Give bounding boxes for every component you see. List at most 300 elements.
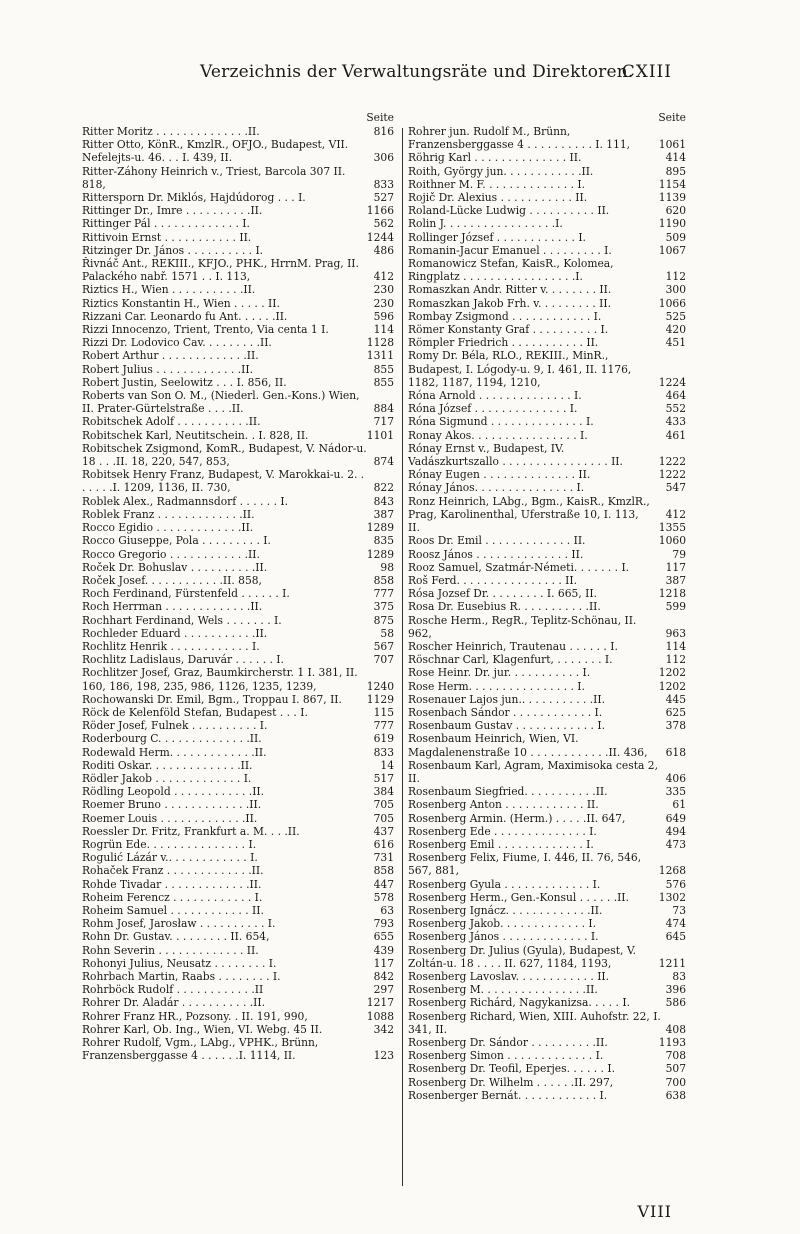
entry-text: Röck de Kelenföld Stefan, Budapest . . . I. (82, 705, 308, 719)
entry-page-ref: 874 (373, 455, 394, 469)
index-entry (408, 310, 686, 323)
entry-page-ref: 79 (672, 547, 686, 561)
entry-text: Roithner M. F. . . . . . . . . . . . . . I. (408, 177, 586, 191)
entry-page-ref: 387 (373, 507, 394, 521)
entry-text: Rohde Tivadar . . . . . . . . . . . . .II. (82, 877, 262, 891)
index-entry (82, 495, 394, 508)
index-entry (408, 574, 686, 587)
index-entry (408, 798, 686, 811)
entry-page-ref: 777 (373, 719, 394, 733)
entry-page-ref: 464 (665, 389, 686, 403)
entry-list-left (82, 125, 394, 1062)
entry-page-ref: 527 (373, 191, 394, 205)
index-entry (82, 283, 394, 296)
entry-text: Roemer Bruno . . . . . . . . . . . . .II. (82, 798, 262, 812)
entry-page-ref: 1190 (658, 217, 686, 231)
entry-text: Rosenberg Simon . . . . . . . . . . . . . I. (408, 1049, 604, 1063)
entry-page-ref: 875 (373, 613, 394, 627)
index-entry (408, 614, 686, 640)
entry-text: Roš Ferd. . . . . . . . . . . . . . . . II. (408, 573, 578, 587)
entry-text: Ritter Otto, KönR., KmzlR., OFJO., Budapest, VII. Nefelejts-u. 46. . . I. 439, II. (82, 138, 349, 165)
entry-page-ref: 486 (373, 243, 394, 257)
page-title: Verzeichnis der Verwaltungsräte und Direktoren. (200, 62, 634, 82)
index-entry (408, 429, 686, 442)
entry-page-ref: 1222 (658, 455, 686, 469)
entry-text: Rohm Josef, Jarosław . . . . . . . . . . I. (82, 917, 276, 931)
entry-text: Rosenbach Sándor . . . . . . . . . . . . I. (408, 705, 603, 719)
entry-page-ref: 461 (665, 428, 686, 442)
entry-page-ref: 473 (665, 837, 686, 851)
entry-text: Rochhart Ferdinand, Wels . . . . . . . I. (82, 613, 282, 627)
entry-page-ref: 14 (380, 758, 394, 772)
index-entry (82, 429, 394, 442)
entry-page-ref: 645 (665, 930, 686, 944)
entry-text: Robitschek Karl, Neutitschein. . I. 828, II. (82, 428, 309, 442)
entry-page-ref: 396 (665, 983, 686, 997)
entry-page-ref: 451 (665, 336, 686, 350)
entry-page-ref: 507 (665, 1062, 686, 1076)
entry-page-ref: 567 (373, 639, 394, 653)
entry-page-ref: 705 (373, 798, 394, 812)
entry-page-ref: 408 (665, 1022, 686, 1036)
index-entry (82, 904, 394, 917)
index-entry (82, 600, 394, 613)
entry-text: Rosenberg Herm., Gen.-Konsul . . . . . .II. (408, 890, 629, 904)
entry-page-ref: 114 (373, 323, 394, 337)
index-entry (82, 548, 394, 561)
entry-text: Rohrbach Martin, Raabs . . . . . . . . I. (82, 970, 281, 983)
index-entry (82, 521, 394, 534)
entry-text: Rojič Dr. Alexius . . . . . . . . . . . II. (408, 191, 588, 205)
entry-text: Roberts van Son O. M., (Niederl. Gen.-Kons.) Wien, II. Prater-Gürtelstraße . . . .II. (82, 389, 360, 416)
index-entry (82, 798, 394, 811)
index-entry (82, 772, 394, 785)
entry-text: Ronz Heinrich, LAbg., Bgm., KaisR., KmzlR., Prag, Karolinenthal, Uferstraße 10, I. 113, (408, 494, 650, 521)
entry-text: Rochlitz Ladislaus, Daruvár . . . . . . I. (82, 653, 284, 667)
index-entry (82, 706, 394, 719)
entry-text: Rosenberg Ignácz. . . . . . . . . . . . .II. (408, 903, 603, 917)
entry-page-ref: 843 (373, 494, 394, 508)
entry-page-ref: 599 (665, 600, 686, 614)
entry-page-ref: 1289 (366, 521, 394, 535)
entry-page-ref: 562 (373, 217, 394, 231)
entry-text: Romaszkan Jakob Frh. v. . . . . . . . . II. (408, 296, 611, 310)
index-entry (408, 904, 686, 917)
entry-text: Ritter-Záhony Heinrich v., Triest, Barcola 307 II. 818, (82, 164, 346, 191)
entry-text: Roosz János . . . . . . . . . . . . . . II. (408, 547, 584, 561)
entry-page-ref: 1154 (658, 177, 686, 191)
index-entry (408, 125, 686, 151)
entry-page-ref: 655 (373, 930, 394, 944)
entry-text: Rizzi Innocenzo, Trient, Trento, Via centa 1 I. (82, 323, 329, 337)
entry-page-ref: 833 (373, 745, 394, 759)
entry-page-ref: 895 (665, 164, 686, 178)
entry-text: Roblek Alex., Radmannsdorf . . . . . . I. (82, 494, 289, 508)
entry-text: Roemer Louis . . . . . . . . . . . . .II. (82, 811, 258, 825)
index-entry (82, 917, 394, 930)
entry-text: Rocco Egidio . . . . . . . . . . . . .II. (82, 521, 254, 535)
index-entry (408, 191, 686, 204)
index-entry (408, 1010, 686, 1036)
entry-page-ref: 73 (672, 903, 686, 917)
entry-text: Rose Heinr. Dr. jur. . . . . . . . . . . I. (408, 666, 591, 680)
index-entry (408, 587, 686, 600)
entry-text: Rohn Severin . . . . . . . . . . . . . II. (82, 943, 259, 957)
entry-page-ref: 509 (665, 230, 686, 244)
entry-page-ref: 1060 (658, 534, 686, 548)
entry-text: Rosenberg János . . . . . . . . . . . . . I. (408, 930, 599, 944)
page-header (0, 62, 800, 88)
entry-page-ref: 1129 (366, 692, 394, 706)
entry-text: Rollinger József . . . . . . . . . . . . I. (408, 230, 586, 244)
entry-text: Rohonyi Julius, Neusatz . . . . . . . . I. (82, 956, 277, 970)
index-entry (408, 561, 686, 574)
entry-text: Rónay Eugen . . . . . . . . . . . . . . II. (408, 468, 591, 482)
page-number: CXIII (621, 62, 672, 82)
entry-page-ref: 230 (373, 283, 394, 297)
index-entry (82, 812, 394, 825)
index-entry (408, 389, 686, 402)
entry-page-ref: 1128 (366, 336, 394, 350)
entry-page-ref: 112 (665, 270, 686, 284)
index-entry (82, 878, 394, 891)
index-entry (82, 468, 394, 494)
entry-text: Rochowanski Dr. Emil, Bgm., Troppau I. 867, II. (82, 692, 342, 706)
index-entry (408, 640, 686, 653)
index-entry (82, 1010, 394, 1023)
index-column-left (82, 110, 394, 1062)
index-entry (82, 217, 394, 230)
entry-text: Robert Julius . . . . . . . . . . . . .II. (82, 362, 253, 376)
entry-page-ref: 117 (373, 956, 394, 970)
entry-page-ref: 375 (373, 600, 394, 614)
entry-text: Riztics Konstantin H., Wien . . . . . II. (82, 296, 280, 310)
entry-page-ref: 1222 (658, 468, 686, 482)
entry-page-ref: 858 (373, 573, 394, 587)
entry-text: Roček Dr. Bohuslav . . . . . . . . . .II. (82, 560, 268, 574)
entry-page-ref: 123 (373, 1049, 394, 1063)
index-entry (82, 627, 394, 640)
index-entry (82, 666, 394, 692)
entry-text: Rochlitz Henrik . . . . . . . . . . . . I. (82, 639, 260, 653)
entry-page-ref: 1139 (658, 191, 686, 205)
entry-page-ref: 1101 (366, 428, 394, 442)
entry-page-ref: 384 (373, 785, 394, 799)
entry-page-ref: 700 (665, 1075, 686, 1089)
entry-text: Rosenberg Dr. Teofil, Eperjes. . . . . . I. (408, 1062, 615, 1076)
entry-page-ref: 619 (373, 732, 394, 746)
index-entry (82, 534, 394, 547)
index-entry (82, 838, 394, 851)
index-entry (82, 891, 394, 904)
entry-text: Robitschek Adolf . . . . . . . . . . .II. (82, 415, 261, 429)
entry-page-ref: 596 (373, 309, 394, 323)
index-entry (408, 548, 686, 561)
entry-page-ref: 705 (373, 811, 394, 825)
entry-text: Rosenberg Gyula . . . . . . . . . . . . . I. (408, 877, 601, 891)
index-entry (82, 944, 394, 957)
index-entry (82, 640, 394, 653)
entry-text: Rosenberg Dr. Julius (Gyula), Budapest, V. Zoltán-u. 18 . . . . II. 627, 1184, 1193, (408, 943, 637, 970)
entry-page-ref: 414 (665, 151, 686, 165)
index-entry (408, 812, 686, 825)
index-entry (408, 481, 686, 494)
entry-text: Romaszkan Andr. Ritter v. . . . . . . . II. (408, 283, 612, 297)
entry-text: Röder Josef, Fulnek . . . . . . . . . . I. (82, 719, 268, 733)
entry-page-ref: 1166 (366, 204, 394, 218)
index-entry (408, 165, 686, 178)
entry-text: Robitschek Zsigmond, KomR., Budapest, V. Nádor-u. 18 . . .II. 18, 220, 547, 853, (82, 441, 367, 469)
entry-page-ref: 1240 (366, 679, 394, 693)
entry-page-ref: 1244 (366, 230, 394, 244)
entry-text: Rosa Dr. Eusebius R. . . . . . . . . . .II. (408, 600, 601, 614)
index-entry (408, 442, 686, 468)
index-entry (408, 1089, 686, 1102)
seite-label: Seite (658, 111, 686, 124)
entry-text: Ritter Moritz . . . . . . . . . . . . . .II. (82, 125, 260, 138)
index-entry (82, 310, 394, 323)
entry-text: Rohrer jun. Rudolf M., Brünn, Franzensberggasse 4 . . . . . . . . . . I. 111, (408, 125, 631, 152)
entry-text: Rosenberg M. . . . . . . . . . . . . . . .II. (408, 983, 598, 997)
entry-text: Roch Ferdinand, Fürstenfeld . . . . . . I. (82, 587, 290, 601)
entry-page-ref: 474 (665, 917, 686, 931)
index-entry (408, 680, 686, 693)
entry-text: Rosenberg Richárd, Nagykanizsa. . . . . I. (408, 996, 630, 1010)
entry-text: Rogulić Lázár v.. . . . . . . . . . . . I. (82, 851, 258, 865)
entry-page-ref: 1202 (658, 679, 686, 693)
entry-text: Rooz Samuel, Szatmár-Németi. . . . . . . I. (408, 560, 630, 574)
index-entry (408, 257, 686, 283)
entry-text: Roderbourg C. . . . . . . . . . . . . .II. (82, 732, 262, 746)
index-entry (82, 349, 394, 362)
index-entry (82, 165, 394, 191)
entry-list-right (408, 125, 686, 1102)
entry-page-ref: 1268 (658, 864, 686, 878)
index-entry (408, 323, 686, 336)
entry-text: Romanin-Jacur Emanuel . . . . . . . . . I. (408, 243, 612, 257)
entry-text: Rocco Giuseppe, Pola . . . . . . . . . I. (82, 534, 271, 548)
index-entry (408, 283, 686, 296)
entry-page-ref: 1224 (658, 375, 686, 389)
index-entry (408, 1062, 686, 1075)
entry-text: Ritzinger Dr. János . . . . . . . . . . I. (82, 243, 264, 257)
entry-text: Ronay Akos. . . . . . . . . . . . . . . . I. (408, 428, 588, 442)
entry-text: Rose Herm. . . . . . . . . . . . . . . . I. (408, 679, 585, 693)
entry-page-ref: 58 (380, 626, 394, 640)
entry-text: Rosche Herm., RegR., Teplitz-Schönau, II. 962, (408, 613, 640, 640)
entry-page-ref: 855 (373, 375, 394, 389)
entry-text: Riztics H., Wien . . . . . . . . . . .II. (82, 283, 256, 297)
seite-label: Seite (366, 111, 394, 124)
index-entry (82, 851, 394, 864)
index-entry (408, 878, 686, 891)
signature-mark: VIII (637, 1202, 672, 1221)
index-entry (408, 204, 686, 217)
entry-text: Róna Arnold . . . . . . . . . . . . . . I. (408, 389, 582, 403)
entry-text: Rónay János. . . . . . . . . . . . . . . I. (408, 481, 585, 495)
index-entry (82, 957, 394, 970)
entry-text: Robitsek Henry Franz, Budapest, V. Marokkai-u. 2. . . . . . .I. 1209, 1136, II. 730, (82, 468, 365, 495)
index-entry (408, 231, 686, 244)
index-entry (82, 614, 394, 627)
entry-page-ref: 98 (380, 560, 394, 574)
entry-page-ref: 578 (373, 890, 394, 904)
entry-page-ref: 378 (665, 719, 686, 733)
entry-text: Roith, György jun. . . . . . . . . . . .II. (408, 164, 594, 178)
entry-text: Roblek Franz . . . . . . . . . . . . .II. (82, 507, 255, 521)
entry-page-ref: 1061 (658, 138, 686, 152)
entry-page-ref: 1067 (658, 243, 686, 257)
entry-page-ref: 793 (373, 917, 394, 931)
index-entry (408, 151, 686, 164)
entry-text: Řivnáč Ant., REKIII., KFJO., PHK., HrrnM. Prag, II. Palackého nabř. 1571 . . I. 113, (82, 257, 359, 284)
index-entry (408, 706, 686, 719)
entry-text: Rödling Leopold . . . . . . . . . . . .II. (82, 785, 265, 799)
index-entry (82, 125, 394, 138)
index-entry (408, 917, 686, 930)
entry-page-ref: 387 (665, 573, 686, 587)
index-entry (82, 138, 394, 164)
entry-page-ref: 63 (380, 903, 394, 917)
entry-text: Rodewald Herm. . . . . . . . . . . . .II. (82, 745, 267, 759)
entry-text: Römer Konstanty Graf . . . . . . . . . . I. (408, 323, 609, 337)
entry-text: Rohn Dr. Gustav. . . . . . . . . II. 654, (82, 930, 270, 944)
entry-page-ref: 306 (373, 151, 394, 165)
index-entry (82, 561, 394, 574)
entry-page-ref: 230 (373, 296, 394, 310)
entry-page-ref: 552 (665, 402, 686, 416)
entry-page-ref: 707 (373, 653, 394, 667)
index-entry (82, 415, 394, 428)
index-entry (82, 257, 394, 283)
index-entry (408, 732, 686, 758)
entry-page-ref: 297 (373, 983, 394, 997)
index-entry (82, 442, 394, 468)
entry-text: Róna Sigmund . . . . . . . . . . . . . . I. (408, 415, 594, 429)
entry-page-ref: 437 (373, 824, 394, 838)
index-entry (82, 508, 394, 521)
entry-text: Rosenbaum Gustav . . . . . . . . . . . . I. (408, 719, 605, 733)
entry-page-ref: 618 (665, 745, 686, 759)
index-entry (82, 996, 394, 1009)
index-entry (408, 402, 686, 415)
entry-text: Rizzi Dr. Lodovico Cav. . . . . . . . .II. (82, 336, 272, 350)
entry-page-ref: 777 (373, 587, 394, 601)
entry-page-ref: 433 (665, 415, 686, 429)
entry-page-ref: 731 (373, 851, 394, 865)
index-entry (408, 297, 686, 310)
entry-page-ref: 420 (665, 323, 686, 337)
index-entry (408, 719, 686, 732)
entry-text: Rónay Ernst v., Budapest, IV. Vadászkurtszallo . . . . . . . . . . . . . . . . II. (408, 441, 623, 469)
index-entry (82, 323, 394, 336)
index-entry (408, 785, 686, 798)
entry-page-ref: 115 (373, 705, 394, 719)
entry-page-ref: 625 (665, 705, 686, 719)
entry-text: Rittinger Dr., Imre . . . . . . . . . .II. (82, 204, 263, 218)
entry-text: Römpler Friedrich . . . . . . . . . . . II. (408, 336, 599, 350)
entry-text: Rosenberg Anton . . . . . . . . . . . . II. (408, 798, 599, 812)
entry-page-ref: 576 (665, 877, 686, 891)
entry-text: Róna József . . . . . . . . . . . . . . I. (408, 402, 578, 416)
entry-page-ref: 1066 (658, 296, 686, 310)
index-entry (82, 759, 394, 772)
index-entry (408, 891, 686, 904)
entry-page-ref: 1211 (658, 956, 686, 970)
entry-page-ref: 412 (373, 270, 394, 284)
entry-text: Rochlitzer Josef, Graz, Baumkircherstr. 1 I. 381, II. 160, 186, 198, 235, 986, 1126, 1235, 1239, (82, 666, 358, 693)
entry-page-ref: 525 (665, 309, 686, 323)
index-entry (82, 1023, 394, 1036)
entry-page-ref: 1302 (658, 890, 686, 904)
index-entry (82, 653, 394, 666)
entry-text: Rochleder Eduard . . . . . . . . . . .II. (82, 626, 268, 640)
entry-text: Rohrer Franz HR., Pozsony. . II. 191, 990, (82, 1009, 308, 1023)
index-entry (82, 363, 394, 376)
entry-text: Rosenberger Bernát. . . . . . . . . . . . I. (408, 1088, 608, 1102)
index-entry (82, 587, 394, 600)
entry-page-ref: 494 (665, 824, 686, 838)
index-entry (82, 732, 394, 745)
index-entry (82, 191, 394, 204)
entry-page-ref: 1202 (658, 666, 686, 680)
index-entry (82, 297, 394, 310)
index-entry (408, 415, 686, 428)
entry-page-ref: 822 (373, 481, 394, 495)
index-column-right (408, 110, 686, 1102)
entry-page-ref: 1355 (658, 521, 686, 535)
entry-text: Roditi Oskar. . . . . . . . . . . . . .II. (82, 758, 253, 772)
index-entry (408, 534, 686, 547)
index-entry (408, 996, 686, 1009)
index-entry (82, 376, 394, 389)
entry-page-ref: 445 (665, 692, 686, 706)
entry-text: Rosenbaum Karl, Agram, Maximisoka cesta 2, II. (408, 758, 662, 785)
entry-page-ref: 1311 (366, 349, 394, 363)
entry-text: Rittinger Pál . . . . . . . . . . . . . I. (82, 217, 250, 231)
entry-text: Rittivoin Ernst . . . . . . . . . . . II. (82, 230, 252, 244)
index-entry (408, 851, 686, 877)
entry-text: Rohaček Franz . . . . . . . . . . . . .II. (82, 864, 264, 878)
index-entry (408, 838, 686, 851)
entry-page-ref: 649 (665, 811, 686, 825)
index-entry (82, 785, 394, 798)
entry-text: Rosenberg Emil . . . . . . . . . . . . . I. (408, 837, 594, 851)
entry-page-ref: 1289 (366, 547, 394, 561)
entry-page-ref: 517 (373, 771, 394, 785)
entry-page-ref: 1193 (658, 1036, 686, 1050)
entry-text: Rosenberg Dr. Sándor . . . . . . . . . .II. (408, 1036, 608, 1050)
index-entry (408, 825, 686, 838)
index-entry (82, 574, 394, 587)
entry-text: Roscher Heinrich, Trautenau . . . . . . I. (408, 639, 618, 653)
entry-page-ref: 842 (373, 970, 394, 983)
column-divider (402, 128, 403, 1186)
index-entry (408, 1076, 686, 1089)
entry-page-ref: 708 (665, 1049, 686, 1063)
index-entry (82, 746, 394, 759)
index-entry (82, 825, 394, 838)
entry-page-ref: 620 (665, 204, 686, 218)
entry-page-ref: 439 (373, 943, 394, 957)
entry-page-ref: 117 (665, 560, 686, 574)
entry-text: Rosenberg Richard, Wien, XIII. Auhofstr. 22, I. 341, II. (408, 1009, 661, 1036)
index-entry (408, 521, 686, 534)
index-entry (408, 983, 686, 996)
entry-text: Roos Dr. Emil . . . . . . . . . . . . . II. (408, 534, 586, 548)
entry-text: Rósa Jozsef Dr. . . . . . . . . I. 665, II. (408, 587, 597, 601)
entry-text: Rosenbaum Siegfried. . . . . . . . . . .II. (408, 785, 608, 799)
